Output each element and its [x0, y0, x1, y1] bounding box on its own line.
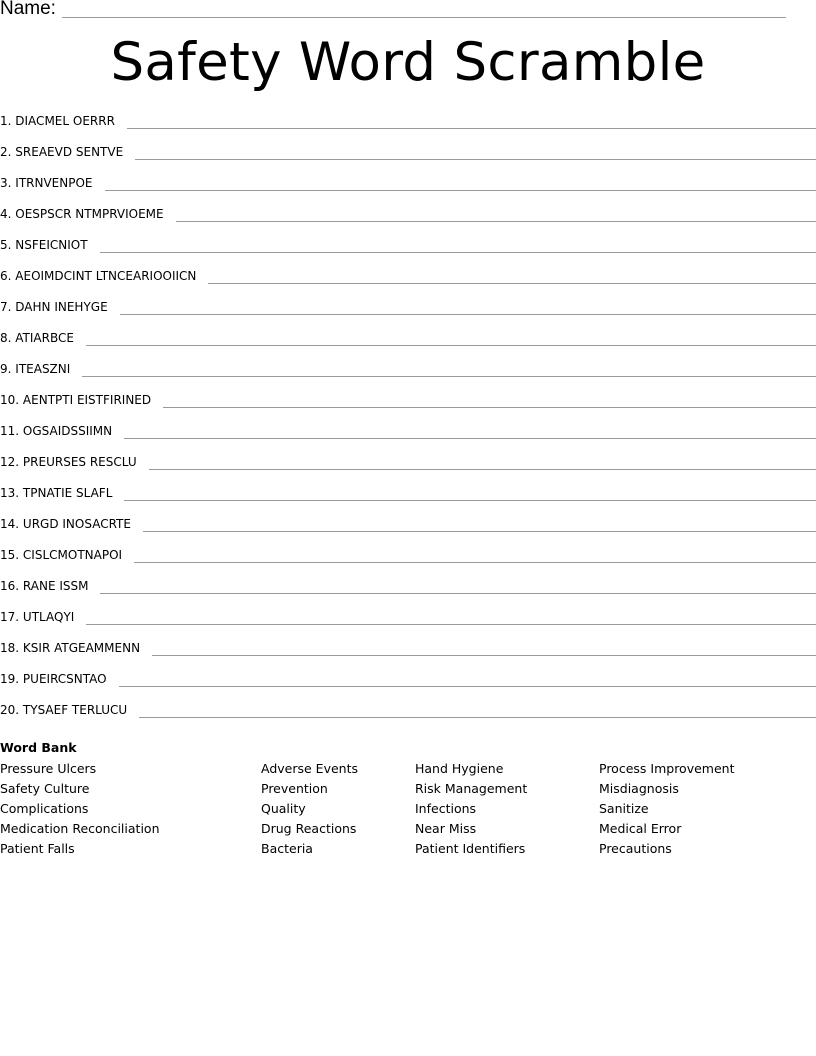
answer-line[interactable] — [208, 267, 816, 284]
puzzle-number: 14. — [0, 517, 20, 531]
name-label: Name: — [0, 0, 56, 19]
answer-line[interactable] — [120, 298, 816, 315]
scrambled-word: SREAEVD SENTVE — [15, 145, 124, 159]
word-bank-column — [0, 759, 160, 859]
word-bank-entry: Patient Identifiers — [415, 841, 526, 856]
answer-line[interactable] — [176, 205, 816, 222]
puzzle-item — [0, 236, 816, 267]
word-bank-entry: Infections — [415, 801, 477, 816]
answer-line[interactable] — [105, 174, 816, 191]
scrambled-word: CISLCMOTNAPOI — [22, 548, 123, 562]
puzzle-item — [0, 484, 816, 515]
puzzle-item — [0, 515, 816, 546]
answer-line[interactable] — [124, 484, 816, 501]
page-title: Safety Word Scramble — [110, 32, 706, 93]
puzzle-item — [0, 639, 816, 670]
puzzle-item — [0, 546, 816, 577]
puzzle-number: 16. — [0, 579, 20, 593]
word-bank-entry: Complications — [0, 801, 89, 816]
answer-line[interactable] — [86, 608, 816, 625]
puzzle-item — [0, 143, 816, 174]
puzzle-number: 2. — [0, 145, 12, 159]
answer-line[interactable] — [134, 546, 816, 563]
word-bank-entry: Bacteria — [261, 841, 313, 856]
answer-line[interactable] — [100, 236, 816, 253]
word-bank-entry: Near Miss — [415, 821, 477, 836]
name-field-row — [0, 0, 800, 22]
puzzle-number: 7. — [0, 300, 12, 314]
scrambled-word: NSFEICNIOT — [15, 238, 88, 252]
answer-line[interactable] — [124, 422, 816, 439]
word-bank-entry: Misdiagnosis — [599, 781, 679, 796]
answer-line[interactable] — [163, 391, 816, 408]
answer-line[interactable] — [143, 515, 816, 532]
name-write-line[interactable] — [62, 17, 786, 18]
word-bank-entry: Medication Reconciliation — [0, 821, 160, 836]
scrambled-word: RANE ISSM — [22, 579, 89, 593]
word-bank-entry: Safety Culture — [0, 781, 90, 796]
puzzle-number: 9. — [0, 362, 12, 376]
word-bank-heading: Word Bank — [0, 740, 77, 755]
scrambled-word: OGSAIDSSIIMN — [22, 424, 113, 438]
puzzle-item — [0, 608, 816, 639]
puzzle-item — [0, 701, 816, 732]
puzzle-item — [0, 298, 816, 329]
word-bank-entry: Medical Error — [599, 821, 682, 836]
puzzle-number: 20. — [0, 703, 20, 717]
word-bank-entry: Adverse Events — [261, 761, 358, 776]
puzzle-number: 5. — [0, 238, 12, 252]
puzzle-number: 4. — [0, 207, 12, 221]
puzzle-number: 10. — [0, 393, 20, 407]
puzzle-number: 15. — [0, 548, 20, 562]
word-bank-entry: Drug Reactions — [261, 821, 357, 836]
puzzle-item — [0, 205, 816, 236]
puzzle-item — [0, 329, 816, 360]
puzzle-item — [0, 112, 816, 143]
puzzle-item — [0, 360, 816, 391]
scrambled-word: TYSAEF TERLUCU — [22, 703, 128, 717]
word-bank-entry: Pressure Ulcers — [0, 761, 97, 776]
word-bank-entry: Patient Falls — [0, 841, 75, 856]
answer-line[interactable] — [152, 639, 816, 656]
puzzle-number: 8. — [0, 331, 12, 345]
puzzle-item — [0, 267, 816, 298]
puzzle-number: 3. — [0, 176, 12, 190]
word-bank-column — [261, 759, 358, 859]
puzzle-item — [0, 577, 816, 608]
word-bank-entry: Quality — [261, 801, 306, 816]
answer-line[interactable] — [139, 701, 816, 718]
puzzle-item — [0, 453, 816, 484]
puzzle-item — [0, 391, 816, 422]
puzzle-number: 17. — [0, 610, 20, 624]
puzzle-item — [0, 174, 816, 205]
word-bank-entry: Precautions — [599, 841, 672, 856]
scrambled-word: ITRNVENPOE — [15, 176, 93, 190]
answer-line[interactable] — [149, 453, 816, 470]
word-bank-entry: Hand Hygiene — [415, 761, 504, 776]
scrambled-word: PUEIRCSNTAO — [22, 672, 107, 686]
puzzle-item — [0, 670, 816, 701]
answer-line[interactable] — [100, 577, 816, 594]
puzzle-number: 18. — [0, 641, 20, 655]
scrambled-word: URGD INOSACRTE — [22, 517, 131, 531]
scrambled-word: AEOIMDCINT LTNCEARIOOIICN — [15, 269, 197, 283]
scrambled-word: DAHN INEHYGE — [15, 300, 108, 314]
word-bank-entry: Sanitize — [599, 801, 649, 816]
puzzle-number: 12. — [0, 455, 20, 469]
puzzle-number: 11. — [0, 424, 20, 438]
scrambled-word: TPNATIE SLAFL — [22, 486, 113, 500]
word-bank-column — [415, 759, 527, 859]
puzzle-number: 1. — [0, 114, 12, 128]
scrambled-word: KSIR ATGEAMMENN — [22, 641, 141, 655]
word-bank-entry: Prevention — [261, 781, 328, 796]
puzzle-number: 19. — [0, 672, 20, 686]
scrambled-word: OESPSCR NTMPRVIOEME — [15, 207, 164, 221]
puzzle-number: 13. — [0, 486, 20, 500]
word-bank-entry: Process Improvement — [599, 761, 735, 776]
puzzle-item — [0, 422, 816, 453]
scrambled-word: ATIARBCE — [15, 331, 74, 345]
answer-line[interactable] — [86, 329, 816, 346]
word-bank-column — [599, 759, 734, 859]
scrambled-word: PREURSES RESCLU — [22, 455, 137, 469]
answer-line[interactable] — [127, 112, 816, 129]
answer-line[interactable] — [135, 143, 816, 160]
word-bank-entry: Risk Management — [415, 781, 528, 796]
scrambled-word: UTLAQYI — [22, 610, 75, 624]
puzzle-number: 6. — [0, 269, 12, 283]
answer-line[interactable] — [119, 670, 816, 687]
scrambled-word: AENTPTI EISTFIRINED — [22, 393, 152, 407]
answer-line[interactable] — [82, 360, 816, 377]
scrambled-word: ITEASZNI — [15, 362, 71, 376]
puzzle-list — [0, 112, 816, 732]
scrambled-word: DIACMEL OERRR — [15, 114, 115, 128]
